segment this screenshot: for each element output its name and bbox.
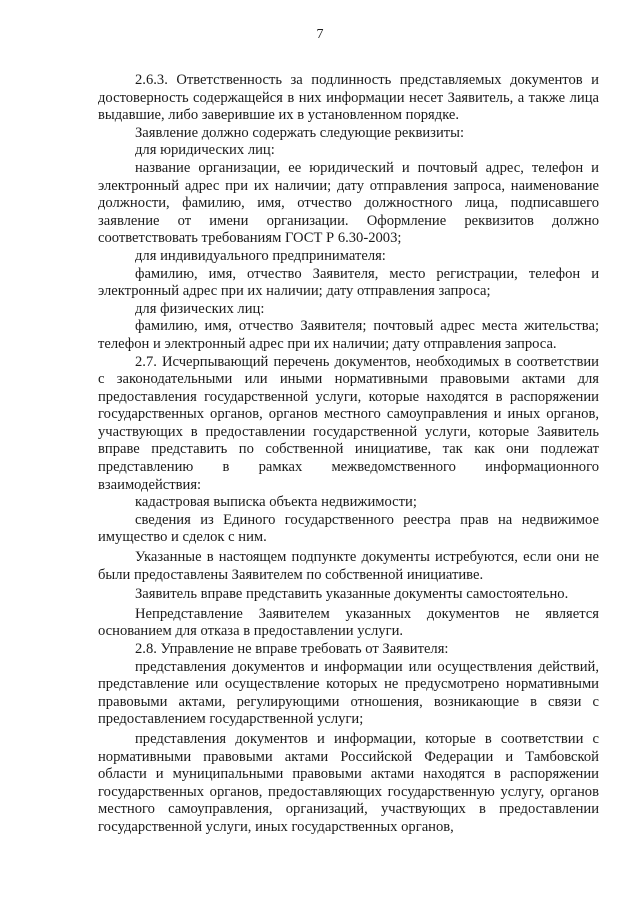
page-number: 7 bbox=[316, 27, 324, 42]
paragraph-entrepreneur-heading: для индивидуального предпринимателя: bbox=[135, 247, 386, 264]
paragraph-2-6-3: 2.6.3. Ответственность за подлинность представляемых документов и достоверность содержащейся в них информации несет Заявитель, а также лица выдавшие, либо заверившие их в установленном порядке. bbox=[98, 72, 599, 124]
document-body bbox=[98, 72, 599, 837]
paragraph-legal-entities-heading: для юридических лиц: bbox=[135, 142, 275, 159]
paragraph-requisites-intro: Заявление должно содержать следующие реквизиты: bbox=[135, 124, 464, 141]
paragraph-applicant-may-submit: Заявитель вправе представить указанные документы самостоятельно. bbox=[135, 586, 569, 603]
paragraph-cadastral-extract: кадастровая выписка объекта недвижимости; bbox=[135, 494, 417, 511]
paragraph-entrepreneur-details: фамилию, имя, отчество Заявителя, место регистрации, телефон и электронный адрес при их наличии; дату отправления запроса; bbox=[98, 265, 599, 300]
paragraph-documents-requested: Указанные в настоящем подпункте документы истребуются, если они не были предоставлены Заявителем по собственной инициативе. bbox=[98, 549, 599, 583]
paragraph-individuals-details: фамилию, имя, отчество Заявителя; почтовый адрес места жительства; телефон и электронный адрес при их наличии; дату отправления запроса. bbox=[98, 318, 599, 352]
paragraph-2-7: 2.7. Исчерпывающий перечень документов, необходимых в соответствии с законодательными или иными нормативными правовыми актами для предоставления государственной услуги, которые находятся в распоряжении государственных органов, органов местного самоуправления и иных органов, участвующих в предоставлении государственной услуги, которые Заявитель вправе представить по собственной инициативе, так как они подлежат представлению в рамках межведомственного информационного взаимодействия: bbox=[98, 353, 599, 493]
paragraph-legal-entities-details: название организации, ее юридический и почтовый адрес, телефон и электронный адрес при их наличии; дату отправления запроса, наименование должности, фамилию, имя, отчество должностного лица, подписавшего заявление от имени организации. Оформление реквизитов должно соответствовать требованиям ГОСТ Р 6.30-2003; bbox=[98, 159, 599, 247]
paragraph-2-8: 2.8. Управление не вправе требовать от Заявителя: bbox=[135, 641, 449, 657]
paragraph-2-8-item-1: представления документов и информации или осуществления действий, представление или осуществление которых не предусмотрено нормативными правовыми актами, регулирующими отношения, возникающие в связи с предоставлением государственной услуги; bbox=[98, 658, 599, 728]
paragraph-individuals-heading: для физических лиц: bbox=[135, 300, 265, 317]
paragraph-registry-info: сведения из Единого государственного реестра прав на недвижимое имущество и сделок с ним. bbox=[98, 511, 599, 546]
paragraph-non-submission: Непредставление Заявителем указанных документов не является основанием для отказа в предоставлении услуги. bbox=[98, 605, 599, 640]
paragraph-2-8-item-2: представления документов и информации, которые в соответствии с нормативными правовыми актами Российской Федерации и Тамбовской области и муниципальными правовыми актами находятся в распоряжении государственных органов, предоставляющих государственную услугу, органов местного самоуправления, организаций, участвующих в предоставлении государственной услуги, иных государственных органов, bbox=[98, 730, 599, 835]
